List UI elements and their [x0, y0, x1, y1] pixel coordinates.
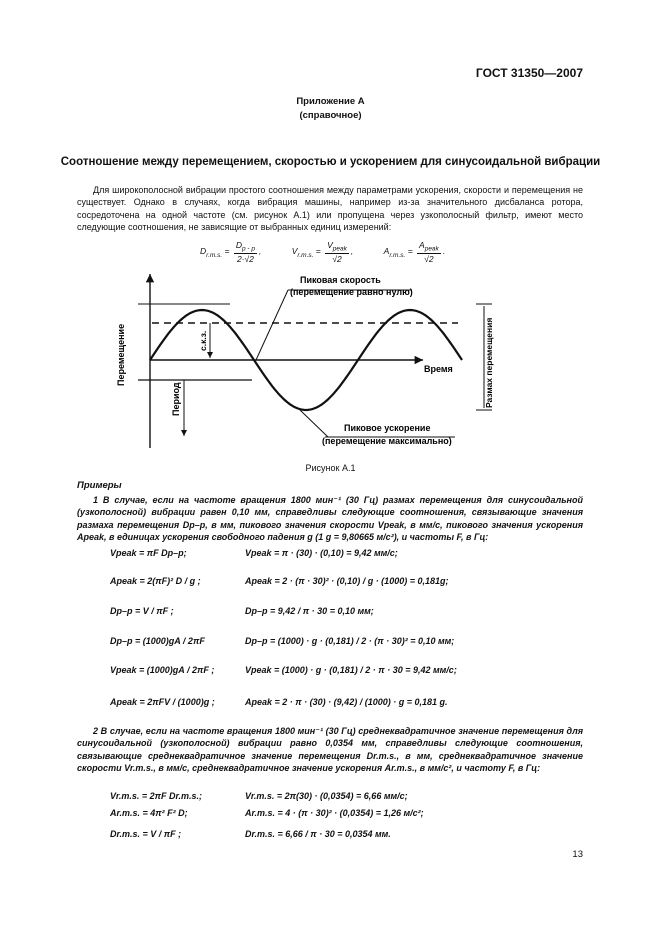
document-code: ГОСТ 31350—2007	[475, 66, 583, 80]
rms-label: с.к.з.	[198, 330, 208, 351]
ex1-right-4: Vpeak = (1000) · g · (0,181) / 2 · π · 30 = 9,42 мм/с;	[245, 665, 457, 675]
ex1-left-3: Dp–p = (1000)gA / 2πF	[110, 636, 205, 646]
time-label: Время	[424, 364, 453, 374]
peak-accel-note: (перемещение максимально)	[322, 436, 452, 446]
ex1-left-0: Vpeak = πF Dp–p;	[110, 548, 187, 558]
ex1-right-3: Dp–p = (1000) · g · (0,181) / 2 · (π · 30)² = 0,10 мм;	[245, 636, 455, 646]
figure-caption: Рисунок А.1	[305, 463, 356, 473]
peak-accel-leader	[300, 410, 328, 437]
ex2-left-2: Dr.m.s. = V / πF ;	[110, 829, 182, 839]
ex1-left-1: Apeak = 2(πF)² D / g ;	[110, 576, 201, 586]
ex2-right-0: Vr.m.s. = 2π(30) · (0,0354) = 6,66 мм/с;	[245, 791, 408, 801]
ex1-right-2: Dp–p = 9,42 / π · 30 = 0,10 мм;	[245, 606, 374, 616]
equation-v-rms: $V_{r.m.s.}$ = $\frac{V_{peak}}{√2}$ ,	[291, 240, 354, 264]
ex1-right-0: Vpeak = π · (30) · (0,10) = 9,42 мм/с;	[245, 548, 398, 558]
ex1-right-5: Apeak = 2 · π · (30) · (9,42) / (1000) · g = 0,181 g.	[245, 697, 448, 707]
ex2-right-2: Dr.m.s. = 6,66 / π · 30 = 0,0354 мм.	[245, 829, 391, 839]
ex1-left-5: Apeak = 2πFV / (1000)g ;	[110, 697, 215, 707]
ex1-left-2: Dp–p = V / πF ;	[110, 606, 174, 616]
ex2-left-1: Ar.m.s. = 4π² F² D;	[110, 808, 188, 818]
page-number: 13	[572, 849, 583, 860]
ex2-right-1: Ar.m.s. = 4 · (π · 30)² · (0,0354) = 1,26 м/с²;	[245, 808, 424, 818]
equation-d-rms: $D_{r.m.s.}$ = $\frac{D_{p - p}}{2\cdot√2}$ ,	[200, 240, 262, 264]
period-label: Период	[171, 382, 181, 416]
sine-wave-figure	[100, 268, 520, 458]
example-2-text: 2 В случае, если на частоте вращения 1800 мин⁻¹ (30 Гц) среднеквадратичное значение перемещения для синусоидальной (узкополосной) вибрации равно 0,0354 мм, справедливы следующие соотношения, связывающие среднеквадратичное значение перемещения Dr.m.s., в мм, среднеквадратичное значение скорости Vr.m.s., в мм/с, среднеквадратичное значение ускорения Ar.m.s., в мм/с², и частоту F, в Гц:	[77, 726, 583, 774]
range-label: Размах перемещения	[484, 317, 494, 408]
peak-accel-label: Пиковое ускорение	[344, 423, 431, 433]
equation-a-rms: $A_{r.m.s.}$ = $\frac{A_{peak}}{√2}$ .	[383, 240, 446, 264]
peak-velocity-label: Пиковая скорость	[300, 275, 381, 285]
appendix-title: Приложение А	[296, 96, 365, 107]
displacement-label: Перемещение	[116, 323, 126, 386]
section-heading: Соотношение между перемещением, скоростью и ускорением для синусоидальной вибрации	[60, 156, 601, 168]
rms-equations	[200, 240, 473, 264]
example-1-text: 1 В случае, если на частоте вращения 1800 мин⁻¹ (30 Гц) размах перемещения для синусоидальной (узкополосной) вибрации равен 0,10 мм, справедливы следующие соотношения, связывающие значения размаха перемещения Dp–p, в мм, пикового значения скорости Vpeak, в мм/с, пикового значения ускорения Apeak, в единицах ускорения свободного падения g (1 g = 9,80665 м/с²), и частоты F, в Гц:	[77, 495, 583, 543]
peak-velocity-leader	[256, 290, 288, 360]
ex1-right-1: Apeak = 2 · (π · 30)² · (0,10) / g · (1000) = 0,181g;	[245, 576, 449, 586]
ex2-left-0: Vr.m.s. = 2πF Dr.m.s.;	[110, 791, 203, 801]
peak-velocity-note: (перемещение равно нулю)	[290, 287, 413, 297]
appendix-subtitle: (справочное)	[299, 110, 362, 121]
intro-paragraph: Для широкополосной вибрации простого соотношения между параметрами ускорения, скорости и перемещения не существует. Однако в случаях, когда вибрация машины, например из-за значительного дисбаланса ротора, сосредоточена на одной частоте (см. рисунок А.1) или пропущена через узкополосный фильтр, имеют место следующие соотношения, не зависящие от выбранных единиц измерений:	[77, 185, 583, 233]
ex1-left-4: Vpeak = (1000)gA / 2πF ;	[110, 665, 215, 675]
examples-title: Примеры	[77, 480, 122, 491]
